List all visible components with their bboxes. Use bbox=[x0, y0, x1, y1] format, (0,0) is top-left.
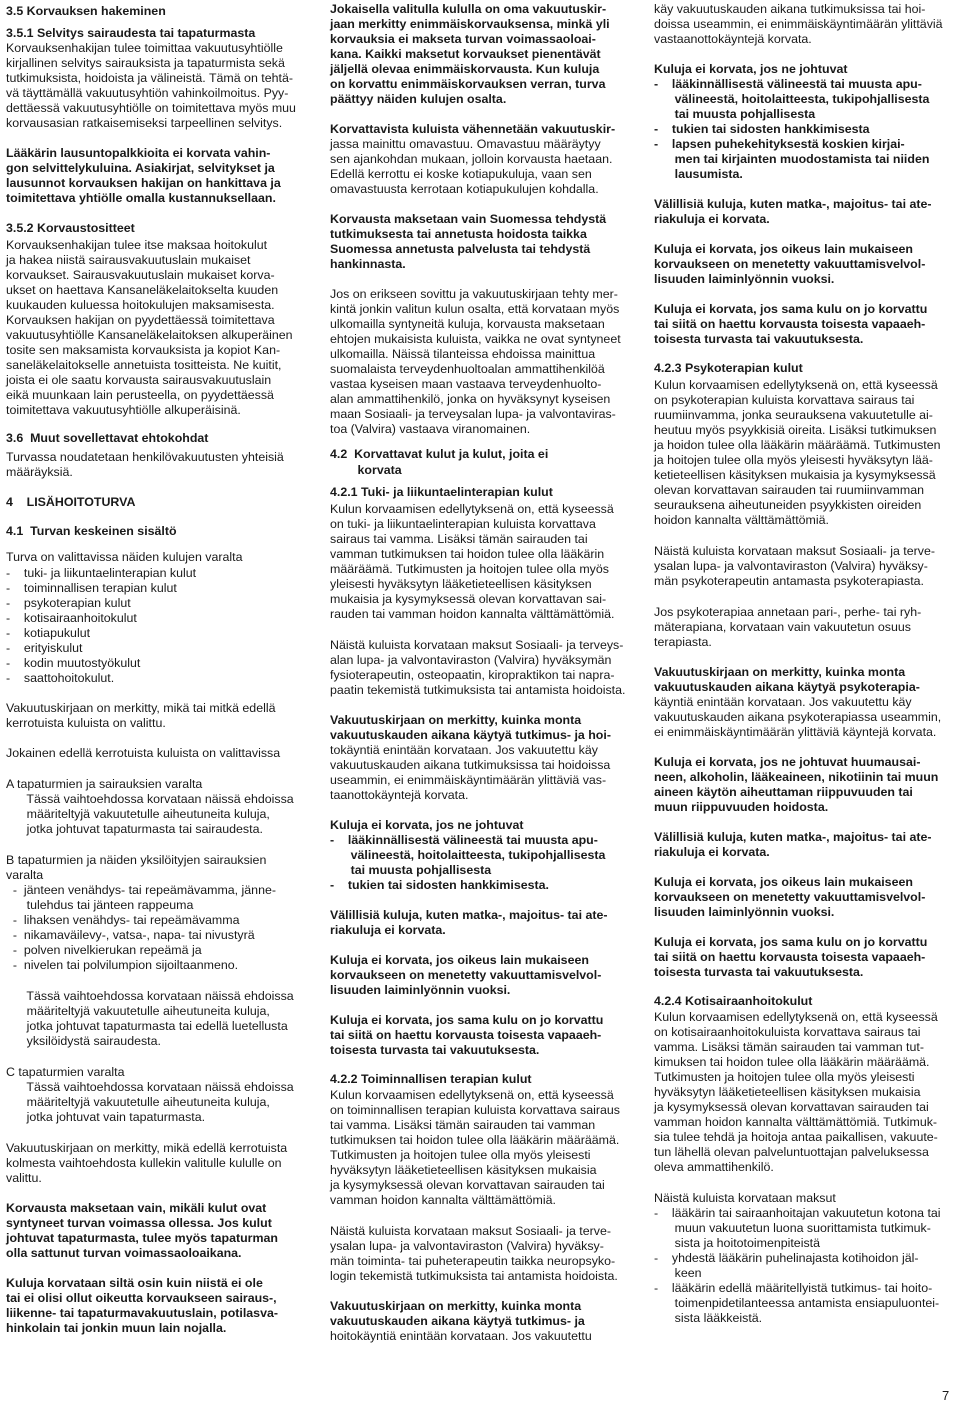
text-line: vamma. Lisäksi tämän sairauden tai vamman tut- bbox=[654, 1040, 924, 1054]
text-line: Kuluja ei korvata, jos sama kulu on jo korvattu bbox=[654, 935, 928, 949]
text-line: sista ja hoitotoimenpiteistä bbox=[654, 1236, 820, 1250]
text-line: tai siitä on haettu korvausta toisesta vapaaeh- bbox=[654, 950, 926, 964]
text-line: ja hoidon tulee olla lääkärin määräämä. Tutkimusten bbox=[654, 438, 941, 452]
text-line: - kotisairaanhoitokulut bbox=[6, 611, 137, 625]
text-line: lisuuden laiminlyönnin vuoksi. bbox=[330, 983, 511, 997]
text-line: Vakuutuskirjaan on merkitty, kuinka monta bbox=[330, 1299, 582, 1313]
text-line: suomalaista terveydenhuoltoalan ammattihenkilöä bbox=[330, 362, 605, 376]
text-line: C tapaturmien varalta bbox=[6, 1065, 125, 1079]
text-line: muun vakuutetun luona suorittamista tutkimuk- bbox=[654, 1221, 931, 1235]
text-line: 3.6 Muut sovellettavat ehtokohdat bbox=[6, 431, 209, 445]
text-line: määriteltyjä vakuutetulle aiheutuneita kuluja, bbox=[6, 1095, 270, 1109]
text-line: Jokainen edellä kerrotuista kuluista on valittavissa bbox=[6, 746, 281, 760]
text-line: valittu. bbox=[6, 1171, 42, 1185]
text-line: Näistä kuluista korvataan maksut Sosiaali- ja terve- bbox=[654, 544, 935, 558]
text-line: Vakuutuskirjaan on merkitty, kuinka monta bbox=[330, 713, 582, 727]
text-line: päättyy näiden kulujen osalta. bbox=[330, 92, 507, 106]
text-line: kintä jonkin valitun kulun osalta, että korvataan myös bbox=[330, 302, 620, 316]
text-line: korvaukset. Sairausvakuutuslain mukaiset korva- bbox=[6, 268, 275, 282]
text-line: fysioterapeutin, osteopaatin, kiropraktikon tai napra- bbox=[330, 668, 615, 682]
text-line: - tukien tai sidosten hankkimisesta. bbox=[330, 878, 549, 892]
text-line: toimenpidetilanteessa antamista ensiapuluontei- bbox=[654, 1296, 940, 1310]
text-line: Tässä vaihtoehdossa korvataan näissä ehdoissa bbox=[6, 792, 294, 806]
text-line: - lääkinnällisestä välineestä tai muusta apu- bbox=[330, 833, 598, 847]
text-line: 4.2 Korvattavat kulut ja kulut, joita ei bbox=[330, 447, 549, 461]
text-line: login tekemistä tutkimuksista tai antamista hoidoista. bbox=[330, 1269, 618, 1283]
text-line: sista lääkkeistä. bbox=[654, 1311, 763, 1325]
text-line: tun lähellä olevan palveluntuottajan palveluksessa bbox=[654, 1145, 929, 1159]
text-line: korvausasian ratkaisemiseksi tarpeellinen selvitys. bbox=[6, 116, 283, 130]
text-line: Välillisiä kuluja, kuten matka-, majoitus- tai ate- bbox=[654, 830, 932, 844]
text-line: kirjallinen selvitys sairauksista ja tapaturmista sekä bbox=[6, 56, 285, 70]
text-line: sia tulee tehdä ja hoitoja antaa paikallisen, vakuute- bbox=[654, 1130, 938, 1144]
text-line: Kuluja korvataan siltä osin kuin niistä ei ole bbox=[6, 1276, 263, 1290]
text-line: Vakuutuskirjaan on merkitty, mikä tai mitkä edellä bbox=[6, 701, 276, 715]
text-line: Jos on erikseen sovittu ja vakuutuskirjaan tehty mer- bbox=[330, 287, 618, 301]
text-line: lausumista. bbox=[654, 167, 743, 181]
text-line: - nikamaväilevy-, vatsa-, napa- tai nivustyrä bbox=[6, 928, 255, 942]
text-line: Kuluja ei korvata, jos ne johtuvat bbox=[654, 62, 848, 76]
text-line: vakuutuskauden aikana käytyä tutkimus- ja hoi- bbox=[330, 728, 611, 742]
text-line: Kulun korvaamisen edellytyksenä on, että kyseessä bbox=[330, 1088, 614, 1102]
text-line: - jänteen venähdys- tai repeämävamma, jänne- bbox=[6, 883, 276, 897]
text-line: hoitokäyntiä enintään korvataan. Jos vakuutettu bbox=[330, 1329, 592, 1343]
text-line: hinkolain tai jonkin muun lain nojalla. bbox=[6, 1321, 227, 1335]
text-line: jotka johtuvat tapaturmasta tai sairaudesta. bbox=[6, 822, 263, 836]
text-line: heutuu myös psyykkisiä oireita. Lisäksi tutkimuksen bbox=[654, 423, 937, 437]
text-line: - nivelen tai polvilumpion sijoiltaanmeno. bbox=[6, 958, 239, 972]
text-line: ruumiinvamma, jonka seurauksena vakuutetulle ai- bbox=[654, 408, 933, 422]
text-line: on psykoterapian kuluista korvattava sairaus tai bbox=[654, 393, 915, 407]
text-line: korvaukseen on menetetty vakuuttamisvelvol- bbox=[654, 257, 926, 271]
text-line: toimitettava yhtiölle omalla kustannuksellaan. bbox=[6, 191, 276, 205]
text-line: käy vakuutuskauden aikana tutkimuksissa tai hoi- bbox=[654, 2, 926, 16]
text-line: - yhdestä lääkärin puhelinajasta kotihoidon jäl- bbox=[654, 1251, 919, 1265]
text-line: seurauksena aiheutuneiden psyykkisten oireiden bbox=[654, 498, 922, 512]
text-line: vakuutuskauden aikana käytyä psykoterapia- bbox=[654, 680, 920, 694]
text-line: jaan merkitty enimmäiskorvauksensa, minkä yli bbox=[330, 17, 610, 31]
text-line: Korvauksenhakijan tulee toimittaa vakuutusyhtiölle bbox=[6, 41, 283, 55]
text-line: Tutkimusten ja hoitojen tulee olla myös yleisesti bbox=[654, 1070, 915, 1084]
text-line: muun riippuvuuden hoidosta. bbox=[654, 800, 829, 814]
text-line: A tapaturmien ja sairauksien varalta bbox=[6, 777, 203, 791]
text-line: tai muusta pohjallisesta bbox=[330, 863, 492, 877]
text-line: - lapsen puhekehityksestä koskien kirjai- bbox=[654, 137, 905, 151]
text-line: Vakuutuskirjaan on merkitty, mikä edellä kerrotuista bbox=[6, 1141, 288, 1155]
text-line: men tai kirjainten muodostamista tai niiden bbox=[654, 152, 930, 166]
text-line: Jos psykoterapiaa annetaan pari-, perhe- tai ryh- bbox=[654, 605, 922, 619]
text-line: - erityiskulut bbox=[6, 641, 83, 655]
text-line: on kotisairaanhoitokuluista korvattava sairaus tai bbox=[654, 1025, 921, 1039]
text-line: 4.2.3 Psykoterapian kulut bbox=[654, 361, 803, 375]
text-line: Tässä vaihtoehdossa korvataan näissä ehdoissa bbox=[6, 1080, 294, 1094]
text-line: Kulun korvaamisen edellytyksenä on, että kyseessä bbox=[330, 502, 614, 516]
text-line: Näistä kuluista korvataan maksut Sosiaali- ja terveys- bbox=[330, 638, 624, 652]
text-line: paatin tekemistä tutkimuksista tai antamista hoidoista. bbox=[330, 683, 626, 697]
text-line: vamman hoidon kannalta välttämättömiä. Tutkimuk- bbox=[654, 1115, 938, 1129]
text-line: män toiminta- tai puheterapeutin taikka neuropsyko- bbox=[330, 1254, 616, 1268]
text-line: välineestä, hoitolaitteesta, tukipohjallisesta bbox=[330, 848, 606, 862]
text-line: ja kysymyksessä olevan korvattavan sairauden tai bbox=[654, 1100, 929, 1114]
text-line: ysalan lupa- ja valvontaviraston (Valvira) hyväksy- bbox=[654, 559, 928, 573]
text-line: Lääkärin lausuntopalkkioita ei korvata vahin- bbox=[6, 146, 271, 160]
page-number: 7 bbox=[942, 1388, 950, 1403]
text-line: - saattohoitokulut. bbox=[6, 671, 115, 685]
text-line: välineestä, hoitolaitteesta, tukipohjallisesta bbox=[654, 92, 930, 106]
text-line: määriteltyjä vakuutetulle aiheutuneita kuluja, bbox=[6, 1004, 270, 1018]
text-line: eikä muunkaan lain perusteella, on pyydettäessä bbox=[6, 388, 274, 402]
text-line: Jokaisella valitulla kululla on oma vakuutuskir- bbox=[330, 2, 607, 16]
text-line: Kuluja ei korvata, jos ne johtuvat bbox=[330, 818, 524, 832]
text-line: vakuutusyhtiölle Kansaneläkelaitoksen alkuperäinen bbox=[6, 328, 293, 342]
text-line: Turva on valittavissa näiden kulujen varalta bbox=[6, 550, 243, 564]
text-line: ukset on haettava Kansaneläkelaitokselta kuuden bbox=[6, 283, 279, 297]
text-line: 3.5 Korvauksen hakeminen bbox=[6, 4, 166, 18]
text-line: 4.1 Turvan keskeinen sisältö bbox=[6, 524, 177, 538]
text-line: korvauksia ei makseta turvan voimassaoloai- bbox=[330, 32, 596, 46]
text-line: lisuuden laiminlyönnin vuoksi. bbox=[654, 272, 835, 286]
text-line: 4.2.2 Toiminnallisen terapian kulut bbox=[330, 1072, 532, 1086]
text-line: liikenne- tai tapaturmavakuutuslain, potilasva- bbox=[6, 1306, 278, 1320]
text-line: Korvattavista kuluista vähennetään vakuutuskir- bbox=[330, 122, 616, 136]
text-line: Kuluja ei korvata, jos oikeus lain mukaiseen bbox=[654, 242, 913, 256]
text-line: riakuluja ei korvata. bbox=[654, 212, 770, 226]
text-line: tutkimuksen tai hoidon tulee olla lääkärin määräämä. bbox=[330, 1133, 620, 1147]
text-line: jotka johtuvat vain tapaturmasta. bbox=[6, 1110, 206, 1124]
text-line: ja kysymyksessä olevan korvattavan sairauden tai bbox=[330, 1178, 605, 1192]
text-line: 4 LISÄHOITOTURVA bbox=[6, 495, 136, 509]
text-line: lisuuden laiminlyönnin vuoksi. bbox=[654, 905, 835, 919]
text-line: Tutkimusten ja hoitojen tulee olla myös yleisesti bbox=[330, 1148, 591, 1162]
text-line: hoidon kannalta välttämättömiä. bbox=[654, 513, 829, 527]
text-line: ja hakea niistä sairausvakuutuslain mukaiset bbox=[6, 253, 251, 267]
text-line: Korvausta maksetaan vain Suomessa tehdystä bbox=[330, 212, 607, 226]
text-line: 4.2.1 Tuki- ja liikuntaelinterapian kulut bbox=[330, 485, 553, 499]
text-line: on toiminnallisen terapian kuluista korvattava sairaus bbox=[330, 1103, 620, 1117]
text-line: toisesta turvasta tai vakuutuksesta. bbox=[654, 965, 864, 979]
text-line: käyntiä enintään korvataan. Jos vakuutettu käy bbox=[654, 695, 912, 709]
text-line: ja hoitojen tulee olla myös yleisesti hyväksytyn lää- bbox=[654, 453, 933, 467]
text-line: Tässä vaihtoehdossa korvataan näissä ehdoissa bbox=[6, 989, 294, 1003]
text-line: olevan korvattavan sairauden tai ruumiinvamman bbox=[654, 483, 924, 497]
text-line: lausunnot korvauksen hakijan on hankittava ja bbox=[6, 176, 281, 190]
text-line: sairaus tai vamma. Lisäksi tämän sairauden tai bbox=[330, 532, 588, 546]
text-line: korvaukseen on menetetty vakuuttamisvelvol- bbox=[330, 968, 602, 982]
text-line: olla sattunut turvan voimassaoloaikana. bbox=[6, 1246, 242, 1260]
text-line: määräyksiä. bbox=[6, 465, 73, 479]
text-line: terapiasta. bbox=[654, 635, 712, 649]
text-line: tai siitä on haettu korvausta toisesta vapaaeh- bbox=[654, 317, 926, 331]
text-line: Välillisiä kuluja, kuten matka-, majoitus- tai ate- bbox=[654, 197, 932, 211]
text-line: tutkimuksesta tai annetusta hoidosta taikka bbox=[330, 227, 587, 241]
text-line: vamman hoidon kannalta välttämättömiä. bbox=[330, 1193, 556, 1207]
text-line: joista ei ole saatu korvausta sairausvakuutuslain bbox=[6, 373, 272, 387]
text-line: korvaukseen on menetetty vakuuttamisvelvol- bbox=[654, 890, 926, 904]
text-line: mukaisia ja kysymyksessä olevan korvattavan sai- bbox=[330, 592, 607, 606]
text-line: Kuluja ei korvata, jos oikeus lain mukaiseen bbox=[654, 875, 913, 889]
text-line: varalta bbox=[6, 868, 44, 882]
text-line: tai vamma. Lisäksi tämän sairauden tai vamman bbox=[330, 1118, 596, 1132]
text-line: Kuluja ei korvata, jos sama kulu on jo korvattu bbox=[330, 1013, 604, 1027]
text-line: saneläkelaitokselle annetuista tositteista. Ne kuitit, bbox=[6, 358, 282, 372]
text-line: sen ajankohdan mukaan, jolloin korvausta haetaan. bbox=[330, 152, 613, 166]
text-line: - kotiapukulut bbox=[6, 626, 91, 640]
text-line: ysalan lupa- ja valvontaviraston (Valvira) hyväksy- bbox=[330, 1239, 604, 1253]
text-line: aineen käytön aiheuttaman riippuvuuden tai bbox=[654, 785, 913, 799]
text-line: Kulun korvaamisen edellytyksenä on, että kyseessä bbox=[654, 378, 938, 392]
text-line: hyväksytyn lääketieteellisen käsityksen mukaisia bbox=[330, 1163, 597, 1177]
text-line: Korvausta maksetaan vain, mikäli kulut ovat bbox=[6, 1201, 267, 1215]
text-line: 3.5.2 Korvaustositteet bbox=[6, 221, 135, 235]
text-line: vastaanottokäyntejä korvata. bbox=[654, 32, 812, 46]
text-line: tai muusta pohjallisesta bbox=[654, 107, 816, 121]
text-line: taanottokäyntejä korvata. bbox=[330, 788, 469, 802]
text-line: tokäyntiä enintään korvataan. Jos vakuutettu käy bbox=[330, 743, 598, 757]
text-line: neen, alkoholin, lääkeaineen, nikotiinin tai muun bbox=[654, 770, 939, 784]
text-line: on tuki- ja liikuntaelinterapian kuluista korvattava bbox=[330, 517, 596, 531]
text-line: tosite sen maksamista korvauksista ja kopiot Kan- bbox=[6, 343, 281, 357]
text-line: ulkomailla. Näissä tilanteissa ehdoissa mainittua bbox=[330, 347, 596, 361]
text-line: Kulun korvaamisen edellytyksenä on, että kyseessä bbox=[654, 1010, 938, 1024]
text-line: alan ammattihenkilö, jonka on hyväksynyt kyseisen bbox=[330, 392, 611, 406]
text-line: oleva ammattihenkilö. bbox=[654, 1160, 774, 1174]
text-line: useammin, ei enimmäiskäyntimäärän ylittäviä vas- bbox=[330, 773, 607, 787]
text-line: män psykoterapeutin antamasta psykoterapiasta. bbox=[654, 574, 924, 588]
text-line: - tuki- ja liikuntaelinterapian kulut bbox=[6, 566, 197, 580]
text-line: vakuutuskauden aikana käytyä tutkimus- ja bbox=[330, 1314, 585, 1328]
text-line: johtuvat tapaturmasta, tulee myös tapaturman bbox=[6, 1231, 278, 1245]
text-line: syntyneet turvan voimassa ollessa. Jos kulut bbox=[6, 1216, 272, 1230]
text-line: ei enimmäiskäyntimäärän ylittäviä käyntejä korvata. bbox=[654, 725, 937, 739]
text-line: Välillisiä kuluja, kuten matka-, majoitus- tai ate- bbox=[330, 908, 608, 922]
text-line: on korvattu enimmäiskorvauksen verran, turva bbox=[330, 77, 606, 91]
text-line: Vakuutuskirjaan on merkitty, kuinka monta bbox=[654, 665, 906, 679]
text-line: dettäessä vakuutusyhtiölle on toimitettava myös muu bbox=[6, 101, 296, 115]
text-line: vä täyttämällä vakuutusyhtiön vahinkoilmoitus. Pyy- bbox=[6, 86, 289, 100]
text-line: B tapaturmien ja näiden yksilöityjen sairauksien bbox=[6, 853, 267, 867]
text-line: kerrotuista kuluista on valittu. bbox=[6, 716, 166, 730]
text-line: - tukien tai sidosten hankkimisesta bbox=[654, 122, 870, 136]
text-line: - psykoterapian kulut bbox=[6, 596, 131, 610]
text-line: doissa useammin, ei enimmäiskäyntimäärän ylittäviä bbox=[654, 17, 943, 31]
text-line: ulkomailla syntyneitä kuluja, korvausta maksetaan bbox=[330, 317, 605, 331]
text-line: omavastuusta kerrotaan kotiapukulujen kohdalla. bbox=[330, 182, 599, 196]
text-line: mäterapiana, korvataan vain vakuutetun osuus bbox=[654, 620, 911, 634]
text-line: jäljellä olevaa enimmäiskorvausta. Kun kuluja bbox=[330, 62, 600, 76]
text-line: - lihaksen venähdys- tai repeämävamma bbox=[6, 913, 240, 927]
text-line: määriteltyjä vakuutetulle aiheutuneita kuluja, bbox=[6, 807, 270, 821]
text-line: Kuluja ei korvata, jos sama kulu on jo korvattu bbox=[654, 302, 928, 316]
text-line: kuukauden kuluessa hoitokulujen maksamisesta. bbox=[6, 298, 275, 312]
text-line: 4.2.4 Kotisairaanhoitokulut bbox=[654, 994, 813, 1008]
text-line: hyväksytyn lääketieteellisen käsityksen mukaisia bbox=[654, 1085, 921, 1099]
text-line: kolmesta vaihtoehdosta kullekin valitulle kululle on bbox=[6, 1156, 282, 1170]
text-line: Korvauksen hakijan on pyydettäessä toimitettava bbox=[6, 313, 275, 327]
text-line: Näistä kuluista korvataan maksut bbox=[654, 1191, 836, 1205]
text-line: gon selvittelykuluina. Asiakirjat, selvitykset ja bbox=[6, 161, 275, 175]
text-line: hankinnasta. bbox=[330, 257, 406, 271]
text-line: rauden tai vamman hoidon kannalta välttämättömiä. bbox=[330, 607, 615, 621]
text-line: toimitettava vakuutusyhtiölle alkuperäisinä. bbox=[6, 403, 241, 417]
text-line: toa (Valvira) vastaava viranomainen. bbox=[330, 422, 531, 436]
text-line: Suomessa annetusta palvelusta tai tehdystä bbox=[330, 242, 591, 256]
text-line: - polven nivelkierukan repeämä ja bbox=[6, 943, 202, 957]
text-line: korvata bbox=[330, 463, 402, 477]
text-line: - lääkärin tai sairaanhoitajan vakuutetun kotona tai bbox=[654, 1206, 941, 1220]
text-line: vakuutuskauden aikana tutkimuksissa tai hoidoissa bbox=[330, 758, 611, 772]
text-line: Korvauksenhakijan tulee itse maksaa hoitokulut bbox=[6, 238, 268, 252]
text-line: ehtojen mukaisista kuluista, vaikka ne ovat syntyneet bbox=[330, 332, 621, 346]
text-line: riakuluja ei korvata. bbox=[654, 845, 770, 859]
text-line: vastaa kyseisen maan vastaava terveydenhuolto- bbox=[330, 377, 602, 391]
text-line: toisesta turvasta tai vakuutuksesta. bbox=[654, 332, 864, 346]
text-line: yleisesti hyväksytyn lääketieteellisen käsityksen bbox=[330, 577, 592, 591]
text-line: vakuutuskauden aikana psykoterapiassa useammin, bbox=[654, 710, 942, 724]
text-line: - lääkärin edellä määritellyistä tutkimus- tai hoito- bbox=[654, 1281, 933, 1295]
text-line: tutkimuksista, hoidoista ja välineistä. Tämä on tehtä- bbox=[6, 71, 293, 85]
text-line: tai ei olisi ollut oikeutta korvaukseen sairaus-, bbox=[6, 1291, 277, 1305]
text-line: Näistä kuluista korvataan maksut Sosiaali- ja terve- bbox=[330, 1224, 611, 1238]
text-line: 3.5.1 Selvitys sairaudesta tai tapaturmasta bbox=[6, 26, 256, 40]
text-line: jotka johtuvat tapaturmasta tai edellä luetellusta bbox=[6, 1019, 288, 1033]
text-line: Turvassa noudatetaan henkilövakuutusten yhteisiä bbox=[6, 450, 284, 464]
text-line: alan lupa- ja valvontaviraston (Valvira) hyväksymän bbox=[330, 653, 612, 667]
text-line: - toiminnallisen terapian kulut bbox=[6, 581, 177, 595]
text-line: vamman tutkimuksen tai hoidon tulee olla lääkärin bbox=[330, 547, 605, 561]
text-line: kana. Kaikki maksetut korvaukset pienentävät bbox=[330, 47, 601, 61]
text-line: - kodin muutostyökulut bbox=[6, 656, 141, 670]
text-line: kimuksen tai hoidon tulee olla lääkärin määräämä. bbox=[654, 1055, 930, 1069]
text-line: keen bbox=[654, 1266, 702, 1280]
text-line: Edellä kerrottu ei koske kotiapukuluja, vaan sen bbox=[330, 167, 592, 181]
text-line: riakuluja ei korvata. bbox=[330, 923, 446, 937]
text-line: tai siitä on haettu korvausta toisesta vapaaeh- bbox=[330, 1028, 602, 1042]
text-line: yksilöidystä sairaudesta. bbox=[6, 1034, 161, 1048]
text-line: tulehdus tai jänteen rappeuma bbox=[6, 898, 194, 912]
text-line: - lääkinnällisestä välineestä tai muusta apu- bbox=[654, 77, 922, 91]
text-line: Kuluja ei korvata, jos oikeus lain mukaiseen bbox=[330, 953, 589, 967]
text-line: maan Sosiaali- ja terveysalan lupa- ja valvontaviras- bbox=[330, 407, 616, 421]
text-line: jassa mainittu omavastuu. Omavastuu määräytyy bbox=[330, 137, 601, 151]
text-line: toisesta turvasta tai vakuutuksesta. bbox=[330, 1043, 540, 1057]
text-line: Kuluja ei korvata, jos ne johtuvat huumausai- bbox=[654, 755, 921, 769]
text-line: määräämä. Tutkimusten ja hoitojen tulee olla myös bbox=[330, 562, 609, 576]
text-line: ketieteellisen käsityksen mukaisia ja kysymyksessä bbox=[654, 468, 936, 482]
